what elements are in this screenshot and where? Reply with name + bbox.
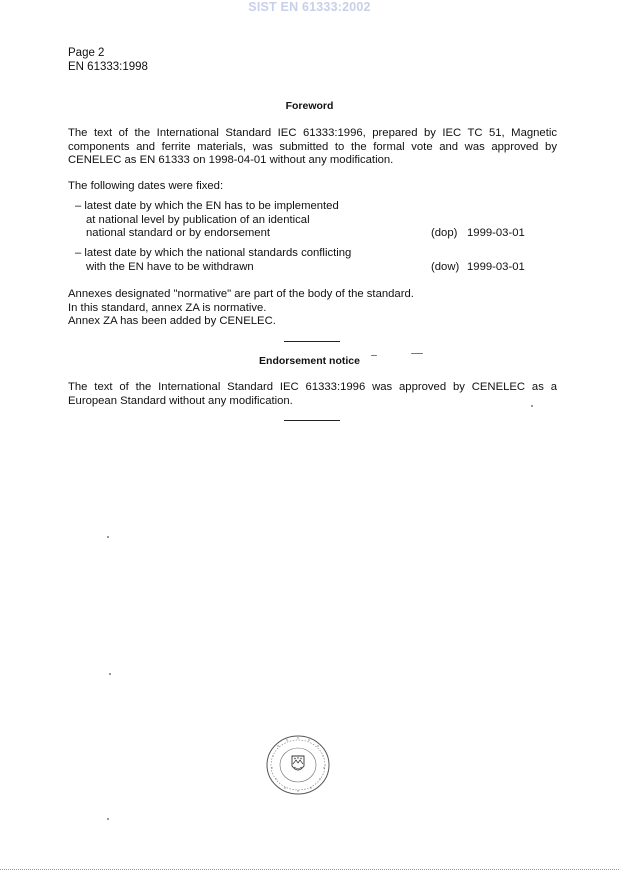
annex-line-1: Annexes designated "normative" are part of the body of the standard. [68, 288, 414, 300]
endorsement-paragraph [68, 381, 557, 408]
foreword-line: The text of the International Standard IEC 61333:1996, prepared by IEC TC 51, Magnetic [68, 127, 557, 139]
dop-line-1: – latest date by which the EN has to be implemented [75, 200, 339, 212]
foreword-line: CENELEC as EN 61333 on 1998-04-01 without any modification. [68, 154, 394, 166]
annex-line-2: In this standard, annex ZA is normative. [68, 301, 267, 314]
foreword-paragraph [68, 127, 557, 168]
dop-line-2: at national level by publication of an identical [86, 213, 310, 226]
dates-intro: The following dates were fixed: [68, 180, 224, 192]
endorsement-title: Endorsement notice [259, 355, 360, 367]
endorsement-line: European Standard without any modification. [68, 394, 293, 407]
foreword-title: Foreword [285, 100, 334, 112]
scan-mark [371, 355, 377, 356]
watermark: SIST EN 61333:2002 [248, 0, 371, 14]
dop-line-3: national standard or by endorsement [86, 227, 271, 239]
page-bottom-edge [0, 869, 619, 871]
endorsement-line: The text of the International Standard IEC 61333:1996 was approved by CENELEC as a [68, 381, 557, 393]
dow-code: (dow) [431, 260, 460, 273]
scan-speck [107, 818, 109, 820]
document-id: EN 61333:1998 [68, 61, 148, 73]
dop-code: (dop) [431, 227, 458, 239]
annex-line-3: Annex ZA has been added by CENELEC. [68, 315, 276, 327]
page-number: Page 2 [68, 47, 105, 59]
scan-speck [107, 536, 109, 538]
scan-speck [531, 405, 533, 407]
foreword-line: components and ferrite materials, was submitted to the formal vote and was approved by [68, 140, 557, 153]
separator-rule [284, 420, 340, 421]
dow-date: 1999-03-01 [467, 260, 525, 273]
dow-line-1: – latest date by which the national standards conflicting [75, 247, 352, 259]
scan-mark [411, 353, 423, 354]
scan-speck [109, 673, 111, 675]
separator-rule [284, 341, 340, 342]
dop-date: 1999-03-01 [467, 227, 525, 239]
official-seal-stamp [265, 734, 331, 796]
dow-line-2: with the EN have to be withdrawn [86, 260, 254, 273]
